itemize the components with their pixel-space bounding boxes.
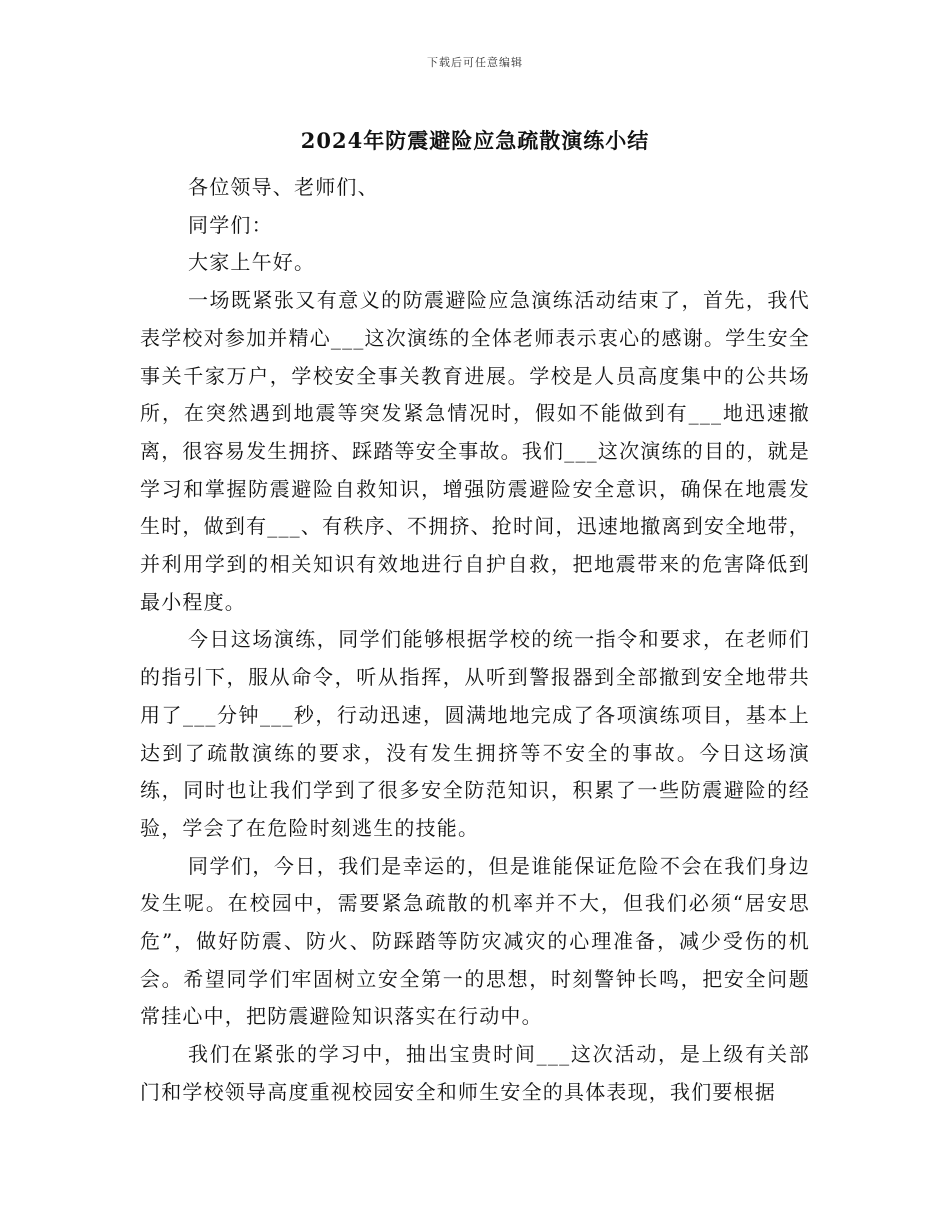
- body-paragraph: 今日这场演练，同学们能够根据学校的统一指令和要求，在老师们的指引下，服从命令，听从指挥，从听到警报器到全部撤到安全地带共用了___分钟___秒，行动迅速，圆满地地完成了各项演练项目，基本上达到了疏散演练的要求，没有发生拥挤等不安全的事故。今日这场演练，同时也让我们学到了很多安全防范知识，积累了一些防震避险的经验，学会了在危险时刻逃生的技能。: [140, 627, 810, 840]
- greeting: 大家上午好。: [188, 250, 316, 275]
- document-title: 2024年防震避险应急疏散演练小结: [300, 128, 650, 153]
- body-paragraph: 一场既紧张又有意义的防震避险应急演练活动结束了，首先，我代表学校对参加并精心___这次演练的全体老师表示衷心的感谢。学生安全事关千家万户，学校安全事关教育进展。学校是人员高度集中的公共场所，在突然遇到地震等突发紧急情况时，假如不能做到有___地迅速撤离，很容易发生拥挤、踩踏等安全事故。我们___这次演练的目的，就是学习和掌握防震避险自救知识，增强防震避险安全意识，确保在地震发生时，做到有___、有秩序、不拥挤、抢时间，迅速地撤离到安全地带，并利用学到的相关知识有效地进行自护自救，把地震带来的危害降低到最小程度。: [140, 288, 810, 614]
- salutation-line: 各位领导、老师们、: [188, 175, 379, 199]
- header-note: 下载后可任意编辑: [427, 56, 523, 69]
- document-body: [140, 169, 810, 1112]
- salutation-line: 同学们：: [188, 212, 273, 237]
- body-paragraph: 同学们，今日，我们是幸运的，但是谁能保证危险不会在我们身边发生呢。在校园中，需要紧急疏散的机率并不大，但我们必须“居安思危”，做好防震、防火、防踩踏等防灾减灾的心理准备，减少受伤的机会。希望同学们牢固树立安全第一的思想，时刻警钟长鸣，把安全问题常挂心中，把防震避险知识落实在行动中。: [140, 853, 810, 1029]
- body-paragraph: 我们在紧张的学习中，抽出宝贵时间___这次活动，是上级有关部门和学校领导高度重视校园安全和师生安全的具体表现，我们要根据: [140, 1042, 810, 1104]
